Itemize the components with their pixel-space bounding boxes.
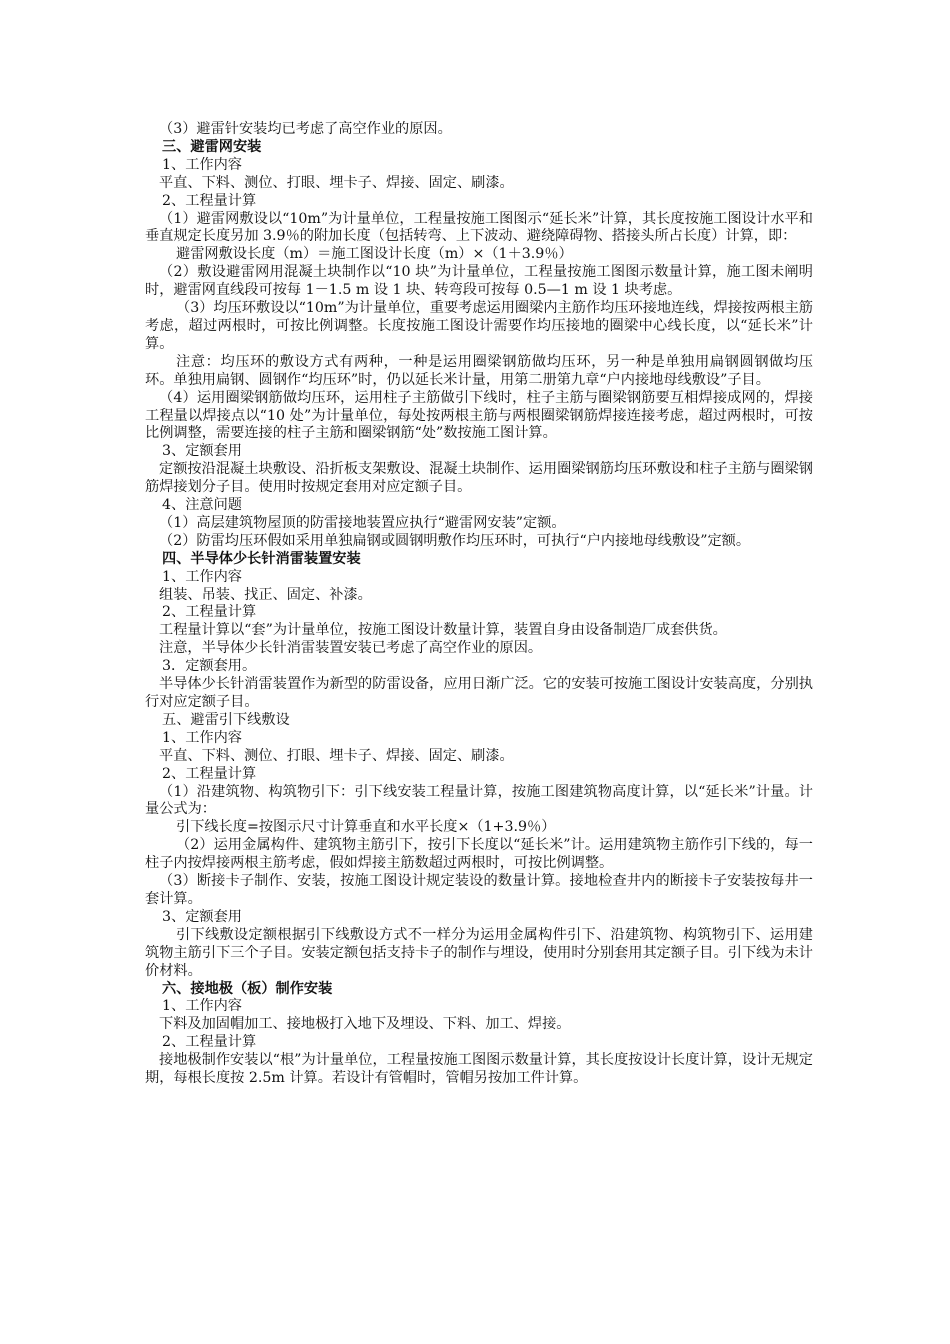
subsection-heading: 3．定额套用。 bbox=[162, 658, 257, 675]
formula-line: 避雷网敷设长度（m）＝施工图设计长度（m）×（1＋3.9％） bbox=[176, 246, 573, 263]
paragraph: （3）均压环敷设以“10m”为计量单位，重要考虑运用圈梁内主筋作均压环接地连线，焊接按两根主筋考虑，超过两根时，可按比例调整。长度按施工图设计需要作均压接地的圈梁中心线长度，以“延长米”计算。 bbox=[145, 300, 813, 352]
subsection-heading: 1、工作内容 bbox=[162, 568, 242, 585]
paragraph: 引下线敷设定额根据引下线敷设方式不一样分为运用金属构件引下、沿建筑物、构筑物引下、运用建筑物主筋引下三个子目。安装定额包括支持卡子的制作与埋设，使用时分别套用其定额子目。引下线为未计价材料。 bbox=[145, 926, 813, 979]
paragraph: 半导体少长针消雷装置作为新型的防雷设备，应用日渐广泛。它的安装可按施工图设计安装高度，分别执行对应定额子目。 bbox=[145, 676, 813, 710]
subsection-heading: 3、定额套用 bbox=[162, 908, 242, 925]
section-heading-plain: 五、避雷引下线敷设 bbox=[162, 711, 290, 728]
section-heading: 四、半导体少长针消雷装置安装 bbox=[162, 550, 361, 567]
text-line: 平直、下料、测位、打眼、埋卡子、焊接、固定、刷漆。 bbox=[159, 747, 514, 764]
document-body bbox=[145, 121, 813, 1088]
text-line: 组装、吊装、找正、固定、补漆。 bbox=[159, 586, 372, 603]
paragraph: 定额按沿混凝土块敷设、沿折板支架敷设、混凝土块制作、运用圈梁钢筋均压环敷设和柱子主筋与圈梁钢筋焊接划分子目。使用时按规定套用对应定额子目。 bbox=[145, 461, 813, 496]
text-line: （3）避雷针安装均已考虑了高空作业的原因。 bbox=[159, 121, 452, 137]
paragraph: 接地极制作安装以“根”为计量单位，工程量按施工图图示数量计算，其长度按设计长度计算，设计无规定期，每根长度按 2.5m 计算。若设计有管帽时，管帽另按加工件计算。 bbox=[145, 1052, 813, 1087]
paragraph: （1）高层建筑物屋顶的防雷接地装置应执行“避雷网安装”定额。 bbox=[159, 514, 566, 531]
paragraph: （2）运用金属构件、建筑物主筋引下，按引下长度以“延长米”计。运用建筑物主筋作引下线的，每一柱子内按焊接两根主筋考虑，假如焊接主筋数超过两根时，可按比例调整。 bbox=[145, 837, 813, 872]
subsection-heading: 2、工程量计算 bbox=[162, 1034, 257, 1051]
paragraph: （2）防雷均压环假如采用单独扁钢或圆钢明敷作均压环时，可执行“户内接地母线敷设”定额。 bbox=[159, 532, 751, 549]
subsection-heading: 1、工作内容 bbox=[162, 729, 242, 746]
paragraph: 注意：均压环的敷设方式有两种，一种是运用圈梁钢筋做均压环，另一种是单独用扁钢圆钢做均压环。单独用扁钢、圆钢作“均压环”时，仍以延长米计量，用第二册第九章“户内接地母线敷设”子目。 bbox=[145, 353, 813, 388]
paragraph: （3）断接卡子制作、安装，按施工图设计规定装设的数量计算。接地检查井内的断接卡子安装按每井一套计算。 bbox=[145, 873, 813, 907]
text-line: 下料及加固帽加工、接地极打入地下及埋设、下料、加工、焊接。 bbox=[159, 1016, 571, 1033]
paragraph: （4）运用圈梁钢筋做均压环，运用柱子主筋做引下线时，柱子主筋与圈梁钢筋要互相焊接成网的，焊接工程量以焊接点以“10 处”为计量单位，每处按两根主筋与两根圈梁钢筋焊接连接考虑，超过两根时，可按比例调整，需要连接的柱子主筋和圈梁钢筋“处”数按施工图计算。 bbox=[145, 389, 813, 442]
subsection-heading: 2、工程量计算 bbox=[162, 192, 257, 209]
paragraph: 工程量计算以“套”为计量单位，按施工图设计数量计算，装置自身由设备制造厂成套供货。 bbox=[159, 622, 727, 639]
paragraph: （1）避雷网敷设以“10m”为计量单位，工程量按施工图图示“延长米”计算，其长度按施工图设计水平和垂直规定长度另加 3.9％的附加长度（包括转弯、上下波动、避绕障碍物、搭接头所占长度）计算，即： bbox=[145, 210, 813, 245]
section-heading: 三、避雷网安装 bbox=[162, 138, 262, 155]
subsection-heading: 1、工作内容 bbox=[162, 156, 242, 173]
section-heading: 六、接地极（板）制作安装 bbox=[162, 980, 333, 997]
subsection-heading: 2、工程量计算 bbox=[162, 604, 257, 621]
subsection-heading: 3、定额套用 bbox=[162, 443, 242, 460]
text-line: 注意，半导体少长针消雷装置安装已考虑了高空作业的原因。 bbox=[159, 640, 543, 657]
subsection-heading: 1、工作内容 bbox=[162, 998, 242, 1015]
text-line: 平直、下料、测位、打眼、埋卡子、焊接、固定、刷漆。 bbox=[159, 174, 514, 191]
formula-line: 引下线长度=按图示尺寸计算垂直和水平长度×（1+3.9％） bbox=[176, 819, 556, 836]
paragraph: （1）沿建筑物、构筑物引下：引下线安装工程量计算，按施工图建筑物高度计算，以“延长米”计量。计量公式为： bbox=[145, 783, 813, 818]
subsection-heading: 2、工程量计算 bbox=[162, 765, 257, 782]
subsection-heading: 4、注意问题 bbox=[162, 497, 242, 514]
paragraph: （2）敷设避雷网用混凝土块制作以“10 块”为计量单位，工程量按施工图图示数量计算，施工图未阐明时，避雷网直线段可按每 1－1.5 m 设 1 块、转弯段可按每 0.5—1 m 设 1 块考虑。 bbox=[145, 264, 813, 299]
